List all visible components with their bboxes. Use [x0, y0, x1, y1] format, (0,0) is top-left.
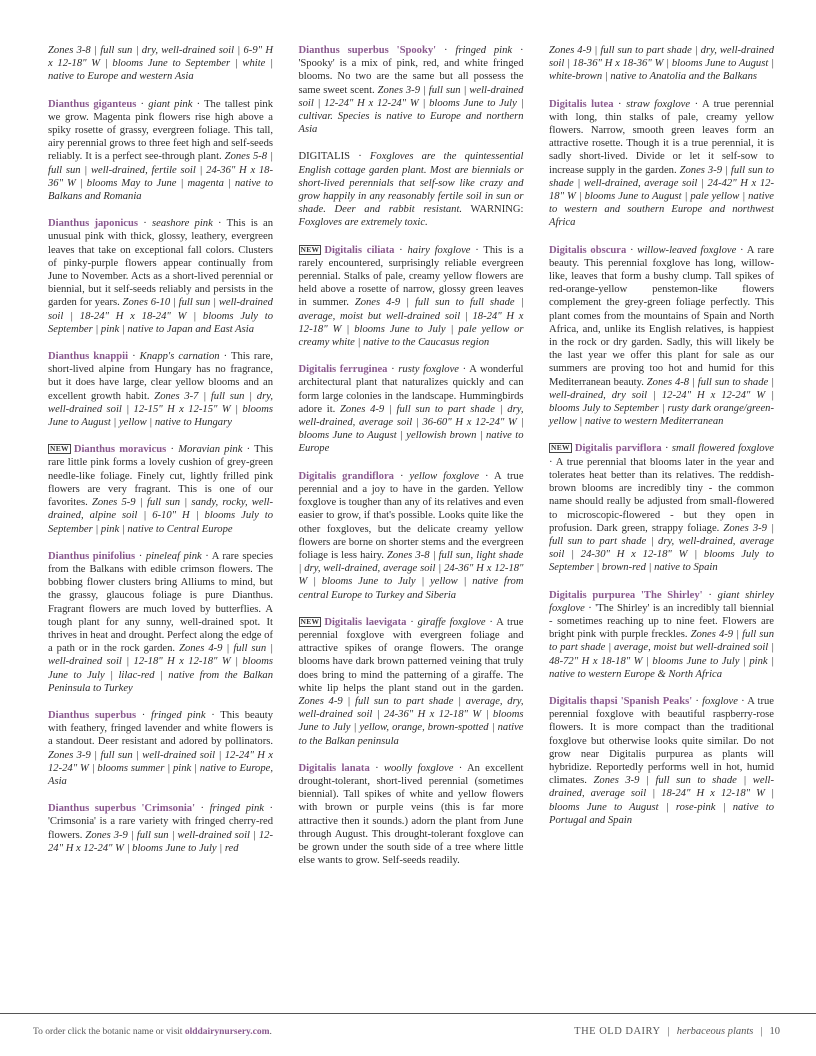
plant-name-link[interactable]: Digitalis laevigata [324, 616, 407, 628]
plant-name-link[interactable]: Dianthus giganteus [48, 98, 137, 110]
plant-details: Zones 5-9 | full sun | sandy, rocky, well-drained, alpine soil | 6-10" H | blooms July to September | pink | native to Central Europe [48, 497, 273, 535]
plant-entry: NEW Digitalis parviflora · small flowered foxglove · A true perennial that blooms later in the year and tolerates heat better than its relatives. The reddish-brown blooms are incredibly tiny - the common name should really be adjusted from small-flowered to microscopic-flowered - but they open in profusion. Dark green, strappy foliage. Zones 3-9 | full sun to part shade | dry, well-drained, average soil | 24-30" H x 12-18" W | blooms July to September | brown-red | native to Spain [549, 443, 775, 574]
plant-name-link[interactable]: Dianthus superbus 'Crimsonia' [48, 803, 196, 815]
plant-entry: Digitalis lanata · woolly foxglove · An excellent drought-tolerant, short-lived perennial (sometimes biennial). Tall spikes of white and yellow flowers with brown or purple veins (this is far more attractive then it sounds.) adorn the plant from June through August. This drought-tolerant foxglove can be grown under the south side of a tree where little else wants to grow. Self-seeds readily. [298, 762, 524, 867]
common-name: Moravian pink [178, 444, 243, 456]
new-badge: NEW [50, 444, 69, 454]
common-name: yellow foxglove [409, 470, 480, 482]
plant-entry: Dianthus superbus · fringed pink · This beauty with feathery, fringed lavender and white flowers is a standout. Deer resistant and adored by pollinators. Zones 3-9 | full sun | well-drained soil | 12-24" H x 12-24" W | blooms summer | pink | native to Europe, Asia [48, 709, 273, 787]
plant-entry [549, 44, 774, 84]
plant-description: This rare, short-lived alpine from Hungary has no fragrance, but it does have large, clear yellow blooms and an excellent growth habit. [48, 351, 273, 402]
plant-name-link[interactable]: Dianthus japonicus [48, 218, 139, 230]
common-name: Knapp's carnation [139, 351, 220, 363]
common-name: pineleaf pink [145, 550, 202, 562]
common-name: rusty foxglove [398, 364, 459, 376]
plant-description: A true perennial foxglove with beautiful raspberry-rose flowers. It is more compact than the traditional foxglove but otherwise looks quite similar. Do not grow near Digitalis purpurea as plants will hybridize. Reportedly performs well in hot, humid climates. [549, 695, 774, 787]
new-badge: NEW [551, 443, 570, 453]
footer-separator-1: | [667, 1026, 670, 1037]
plant-entry: Digitalis obscura · willow-leaved foxglove · A rare beauty. This perennial foxglove has long, willow-like, leaves that form a bushy clump. Tall spikes of red-orange-yellow penstemon-like flowers complement the grey-green foliage perfectly. This plant comes from the mountains of Spain and North Africa, and, unlike its English relatives, is happiest in the rock or dry garden. Sadly, this will likely be the last year we offer this plant for sale as our summers are proving too hot and humid for this Mediterranean beauty. Zones 4-8 | full sun to shade | well-drained, dry soil | 12-24" H x 12-24" W | blooms July to September | rusty dark orange/green-yellow | native to western Mediterranean [549, 244, 774, 428]
plant-name-link[interactable]: Digitalis grandiflora [298, 470, 394, 482]
plant-entry: NEW Dianthus moravicus · Moravian pink · This rare little pink forms a lovely cushion of grey-green needle-like foliage. Finely cut, lightly frilled pink flowers are very fragrant. This is one of our favorites. Zones 5-9 | full sun | sandy, rocky, well-drained, alpine soil | 6-10" H | blooms July to September | pink | native to Central Europe [48, 444, 273, 535]
common-name: giant shirley foxglove [549, 589, 774, 614]
plant-entry: Digitalis grandiflora · yellow foxglove · A true perennial and a joy to have in the garden. Yellow foxglove is tougher than any of its relatives and even easier to grow, if that's possible. Looks quite like the other foxgloves, but the delicate creamy yellow flowers are borne on shorter stems and the evergreen foliage is less hairy. Zones 3-8 | full sun, light shade | dry, well-drained, average soil | 24-36" H x 12-18" W | blooms June to July | yellow | native from central Europe to Turkey and Siberia [298, 470, 524, 601]
plant-details: Zones 3-7 | full sun | dry, well-drained soil | 12-15" H x 12-15" W | blooms June to August | yellow | native to Hungary [48, 390, 273, 429]
plant-details: Zones 3-9 | full sun | well-drained soil | 12-24" H x 12-24" W | blooms June to July | red [48, 829, 273, 854]
plant-description: A rare species from the Balkans with edible crimson flowers. The bobbing flower clusters bring Alliums to mind, but the grassy, glaucous foliage is pure Dianthus. Fragrant flowers are much loved by butterflies. A tough plant for any sunny, well-drained spot. It thrives in heat and drought. Perfect along the edge of a path or in the rock garden. [48, 550, 273, 655]
column-3 [549, 44, 774, 881]
plant-name-link[interactable]: Dianthus superbus 'Spooky' [298, 45, 437, 56]
plant-name-link[interactable]: Digitalis lanata [298, 762, 370, 774]
plant-entry: Digitalis thapsi 'Spanish Peaks' · foxglove · A true perennial foxglove with beautiful raspberry-rose flowers. It is more compact than the traditional foxglove but otherwise looks quite similar. Do not grow near Digitalis purpurea as plants will hybridize. Reportedly performs well in hot, humid climates. Zones 3-9 | full sun to shade | well-drained, average soil | 18-24" H x 12-18" W | blooms June to August | rose-pink | native to Portugal and Spain [549, 695, 774, 826]
plant-details: Zones 3-9 | full sun to shade | well-drained, average soil | 18-24" H x 12-18" W | blooms June to August | rose-pink | native to Portugal and Spain [549, 775, 774, 826]
common-name: giant pink [148, 98, 193, 110]
plant-description: A true perennial with long, thin stalks of pale, creamy yellow flowers. Narrow, smooth green leaves form an attractive rosette. Though it is a true perennial, it is sadly short-lived. Divide or let it self-sow to increase supply in the garden. [549, 98, 774, 176]
plant-details: Zones 4-9 | full sun to part shade | average, dry, well-drained soil | 24-36" H x 12-18" W | blooms June to July | yellow, orange, brown-spotted | native to the Balkan peninsula [298, 695, 524, 747]
plant-details: Zones 4-9 | full sun | well-drained soil | 12-18" H x 12-18" W | blooms June to July | lilac-red | native from the Balkan Peninsula to Turkey [48, 643, 274, 694]
common-name: small flowered foxglove [671, 443, 774, 455]
common-name: woolly foxglove [383, 762, 454, 774]
plant-description: A wonderful architectural plant that naturalizes quickly and can form large colonies in the landscape. Hummingbirds adore it. [298, 364, 524, 415]
plant-entry: Dianthus knappii · Knapp's carnation · This rare, short-lived alpine from Hungary has no fragrance, but it does have large, clear yellow blooms and an excellent growth habit. Zones 3-7 | full sun | dry, well-drained soil | 12-15" H x 12-15" W | blooms June to August | yellow | native to Hungary [48, 351, 273, 429]
plant-entry: NEW Digitalis ciliata · hairy foxglove · This is a rarely encountered, surprisingly reliable evergreen perennial. Stalks of pale, creamy yellow flowers are held above a rosette of narrow, glossy green leaves in summer. Zones 4-9 | full sun to full shade | average, moist but well-drained soil | 18-24" H x 12-18" W | blooms June to July | pale yellow or creamy white | native to the Caucasus region [298, 244, 524, 349]
genus-heading: DIGITALIS [298, 151, 351, 163]
website-link[interactable]: olddairynursery.com [184, 1027, 270, 1037]
plant-description: A true perennial that blooms later in the year and tolerates heat better than its relatives. The reddish-brown blooms are incredibly tiny - the common name should really be adjusted from small-flowered to microscopic-flowered - but they open in profusion. Dark green, strappy foliage. [549, 456, 775, 534]
footer-page-info [574, 1026, 780, 1037]
brand-name: THE OLD DAIRY [574, 1026, 661, 1037]
plant-entry: NEW Digitalis laevigata · giraffe foxglove · A true perennial foxglove with evergreen foliage and attractive spikes of orange flowers. The orange blooms have dark brown patterned veining that truly does bring to mind the patterning of a giraffe. The white lip helps the plant stand out in the garden. Zones 4-9 | full sun to part shade | average, dry, well-drained soil | 24-36" H x 12-18" W | blooms June to July | yellow, orange, brown-spotted | native to the Balkan peninsula [298, 616, 524, 747]
plant-name-link[interactable]: Digitalis purpurea 'The Shirley' [549, 589, 703, 601]
plant-description: This rare little pink forms a lovely cushion of grey-green needle-like foliage. Finely cut, lightly frilled pink flowers are very fragrant. This is one of our favorites. [48, 444, 273, 509]
plant-entry: Dianthus superbus 'Spooky' · fringed pink · 'Spooky' is a mix of pink, red, and white fringed blooms. No two are the same but all possess the same sweet scent. Zones 3-9 | full sun | well-drained soil | 12-24" H x 12-24" W | blooms June to July | cultivar. Species is native to Europe and northern Asia [298, 45, 524, 136]
plant-entry: Digitalis ferruginea · rusty foxglove · A wonderful architectural plant that naturalizes quickly and can form large colonies in the landscape. Hummingbirds adore it. Zones 4-9 | full sun to part shade | dry, well-drained, average soil | 36-60" H x 12-24" W | blooms June to August | yellowish brown | native to Europe [298, 364, 524, 455]
footer-separator-2: | [760, 1026, 763, 1037]
common-name: straw foxglove [626, 98, 691, 110]
plant-details: Zones 4-9 | full sun to part shade | dry, well-drained, average soil | 36-60" H x 12-24" W | blooms June to August | yellowish brown | native to Europe [298, 403, 524, 455]
plant-details: Zones 3-9 | full sun | well-drained soil | 12-24" H x 12-24" W | blooms June to July | cultivar. Species is native to Europe and northern Asia [298, 84, 524, 136]
plant-description: 'Crimsonia' is a rare variety with fringed cherry-red flowers. [48, 816, 273, 841]
plant-details: Zones 3-8 | full sun | dry, well-drained soil | 6-9" H x 12-18" W | blooms June to September | white | native to Europe and western Asia [48, 45, 273, 83]
catalog-columns [48, 44, 774, 881]
plant-description: This is an unusual pink with thick, glossy, leathery, evergreen leaves that take on exceptional fall colors. Clusters of pinky-purple flowers appear continually from June to November. Acts as a short-lived perennial or biennial, but it self-seeds reliably and persists in the garden for years. [48, 218, 274, 309]
plant-name-link[interactable]: Digitalis parviflora [574, 443, 662, 455]
page-number: 10 [769, 1026, 780, 1037]
plant-name-link[interactable]: Digitalis obscura [549, 244, 627, 256]
plant-entry: Digitalis purpurea 'The Shirley' · giant shirley foxglove · 'The Shirley' is an incredibly tall biennial - sometimes reaching up to nine feet. Flowers are bright pink with purple freckles. Zones 4-9 | full sun to part shade | average, moist but well-drained soil | 48-72" H x 18-18" W | blooms June to July | pink | native to western Europe & North Africa [549, 589, 775, 680]
plant-entry: Dianthus giganteus · giant pink · The tallest pink we grow. Magenta pink flowers rise high above a spiky rosette of grassy, evergreen foliage. This tall, airy perennial grows to three feet high and self-seeds reliably. It is a perfect see-through plant. Zones 5-8 | full sun | well-drained, fertile soil | 24-36" H x 18-36" W | blooms May to June | magenta | native to Balkans and Romania [48, 98, 274, 203]
plant-description: 'The Shirley' is an incredibly tall biennial - sometimes reaching up to nine feet. Flowers are bright pink with purple freckles. [549, 602, 775, 641]
plant-description: An excellent drought-tolerant, short-lived perennial (sometimes biennial). Tall spikes of white and yellow flowers with brown or purple veins (this is far more attractive then it sounds.) adorn the plant from June through August. This drought-tolerant foxglove can be grown under the south side of a tree where little else wants to grow. Self-seeds readily. [298, 762, 524, 867]
genus-description: Foxgloves are the quintessential English cottage garden plant. Most are biennials or short-lived perennials that self-sow like crazy and grow happily in any reasonably fertile soil in sun or shade. Deer and rabbit resistant. [298, 151, 524, 216]
plant-details: Zones 4-9 | full sun to part shade | average, moist but well-drained soil | 48-72" H x 18-18" W | blooms June to July | pink | native to western Europe & North Africa [549, 629, 775, 680]
plant-description: A true perennial foxglove with evergreen foliage and attractive spikes of orange flowers. The orange blooms have dark brown patterned veining that truly does bring to mind the patterning of a giraffe. The white lip helps the plant stand out in the garden. [298, 616, 524, 694]
new-badge: NEW [300, 616, 320, 626]
plant-description: This beauty with feathery, fringed lavender and white flowers is a standout. Deer resistant and adored by pollinators. [48, 709, 273, 748]
common-name: fringed pink [151, 709, 206, 721]
plant-entry: Dianthus pinifolius · pineleaf pink · A rare species from the Balkans with edible crimson flowers. The bobbing flower clusters bring Alliums to mind, but the grassy, glaucous foliage is pure Dianthus. Fragrant flowers are much loved by butterflies. A tough plant for any sunny, well-drained spot. It thrives in heat and drought. Perfect along the edge of a path or in the rock garden. Zones 4-9 | full sun | well-drained soil | 12-18" H x 12-18" W | blooms June to July | lilac-red | native from the Balkan Peninsula to Turkey [48, 550, 274, 694]
plant-details: Zones 6-10 | full sun | well-drained soil | 18-24" H x 18-24" W | blooms July to September | pink | native to Japan and East Asia [48, 297, 273, 335]
plant-description: This is a rarely encountered, surprisingly reliable evergreen perennial. Stalks of pale, creamy yellow flowers are held above a rosette of narrow, glossy green leaves in summer. [298, 244, 524, 309]
common-name: willow-leaved foxglove [637, 244, 737, 256]
plant-name-link[interactable]: Digitalis lutea [549, 98, 614, 110]
plant-name-link[interactable]: Dianthus moravicus [73, 444, 167, 456]
plant-name-link[interactable]: Digitalis ciliata [324, 244, 395, 256]
plant-entry [48, 44, 273, 84]
common-name: seashore pink [152, 218, 213, 230]
column-2 [299, 44, 524, 881]
plant-details: Zones 4-8 | full sun to shade | well-drained, dry soil | 12-24" H x 12-24" W | blooms July to September | rusty dark orange/green-yellow | native to western Mediterranean [549, 376, 774, 428]
common-name: hairy foxglove [407, 244, 471, 256]
plant-entry: DIGITALIS · Foxgloves are the quintessential English cottage garden plant. Most are biennials or short-lived perennials that self-sow like crazy and grow happily in any reasonably fertile soil in sun or shade. Deer and rabbit resistant. WARNING: Foxgloves are extremely toxic. [298, 151, 524, 229]
plant-description: A true perennial and a joy to have in the garden. Yellow foxglove is tougher than any of its relatives and even easier to grow, if that's possible. Looks quite like the other foxgloves, but the delicate creamy yellow flowers are borne on shorter stems and the evergreen foliage is less hairy. [298, 470, 524, 561]
common-name: foxglove [702, 695, 738, 707]
plant-name-link[interactable]: Dianthus knappii [48, 351, 129, 363]
footer-order-text: To order click the botanic name or visit [33, 1027, 183, 1037]
plant-name-link[interactable]: Dianthus pinifolius [48, 550, 136, 562]
warning-label: WARNING: [470, 204, 524, 216]
plant-description: The tallest pink we grow. Magenta pink flowers rise high above a spiky rosette of grassy, evergreen foliage. This tall, airy perennial grows to three feet high and self-seeds reliably. It is a perfect see-through plant. [48, 98, 274, 163]
common-name: giraffe foxglove [417, 616, 486, 628]
plant-entry: Dianthus superbus 'Crimsonia' · fringed pink · 'Crimsonia' is a rare variety with fringed cherry-red flowers. Zones 3-9 | full sun | well-drained soil | 12-24" H x 12-24" W | blooms June to July | red [48, 803, 273, 854]
new-badge: NEW [300, 244, 320, 254]
plant-name-link[interactable]: Digitalis thapsi 'Spanish Peaks' [549, 695, 693, 707]
plant-details: Zones 4-9 | full sun to full shade | average, moist but well-drained soil | 18-24" H x 12-18" W | blooms June to July | pale yellow or creamy white | native to the Caucasus region [298, 297, 524, 349]
footer-order-end: . [269, 1027, 272, 1037]
footer-divider [0, 1013, 816, 1014]
plant-details: Zones 5-8 | full sun | well-drained, fertile soil | 24-36" H x 18-36" W | blooms May to June | magenta | native to Balkans and Romania [48, 151, 273, 203]
plant-details: Zones 3-8 | full sun, light shade | dry, well-drained, average soil | 24-36" H x 12-18" W | blooms June to July | yellow | native from central Europe to Turkey and Siberia [298, 549, 524, 601]
plant-entry: Digitalis lutea · straw foxglove · A true perennial with long, thin stalks of pale, creamy yellow flowers. Narrow, smooth green leaves form an attractive rosette. Though it is a true perennial, it is sadly short-lived. Divide or let it self-sow to increase supply in the garden. Zones 3-9 | full sun to shade | well-drained, average soil | 24-42" H x 12-18" W | blooms June to August | pale yellow | native to western and southern Europe and northwest Africa [549, 98, 774, 229]
plant-details: Zones 3-9 | full sun | well-drained soil | 12-24" H x 12-24" W | blooms summer | pink | native to Europe, Asia [48, 749, 273, 787]
column-1 [48, 44, 273, 881]
plant-name-link[interactable]: Digitalis ferruginea [298, 364, 388, 376]
common-name: fringed pink [455, 45, 513, 56]
footer-order-note [33, 1027, 272, 1037]
common-name: fringed pink [209, 803, 264, 815]
section-name: herbaceous plants [676, 1026, 754, 1037]
plant-description: 'Spooky' is a mix of pink, red, and white fringed blooms. No two are the same but all possess the same sweet scent. [298, 58, 524, 96]
plant-details: Zones 3-9 | full sun to part shade | dry, well-drained, average soil | 24-30" H x 12-18" W | blooms July to September | brown-red | native to Spain [549, 522, 774, 574]
plant-details: Zones 4-9 | full sun to part shade | dry, well-drained soil | 18-36" H x 18-36" W | blooms June to August | white-brown | native to Anatolia and the Balkans [549, 45, 774, 83]
plant-entry: Dianthus japonicus · seashore pink · This is an unusual pink with thick, glossy, leathery, evergreen leaves that take on exceptional fall colors. Clusters of pinky-purple flowers appear continually from June to November. Acts as a short-lived perennial or biennial, but it self-seeds reliably and persists in the garden for years. Zones 6-10 | full sun | well-drained soil | 18-24" H x 18-24" W | blooms July to September | pink | native to Japan and East Asia [48, 218, 274, 335]
warning-text: Foxgloves are extremely toxic. [298, 217, 428, 229]
plant-description: A rare beauty. This perennial foxglove has long, willow-like, leaves that form a bushy clump. Tall spikes of red-orange-yellow penstemon-like flowers complement the grey-green foliage perfectly. This plant comes from the mountains of Spain and North Africa, and, unlike its English relatives, is happiest in the rock or dry garden. Sadly, this will likely be the last year we offer this plant for sale as our summers are proving too hot and humid for this Mediterranean beauty. [549, 244, 774, 388]
plant-details: Zones 3-9 | full sun to shade | well-drained, average soil | 24-42" H x 12-18" W | blooms June to August | pale yellow | native to western and southern Europe and northwest Africa [549, 164, 774, 229]
plant-name-link[interactable]: Dianthus superbus [48, 709, 137, 721]
